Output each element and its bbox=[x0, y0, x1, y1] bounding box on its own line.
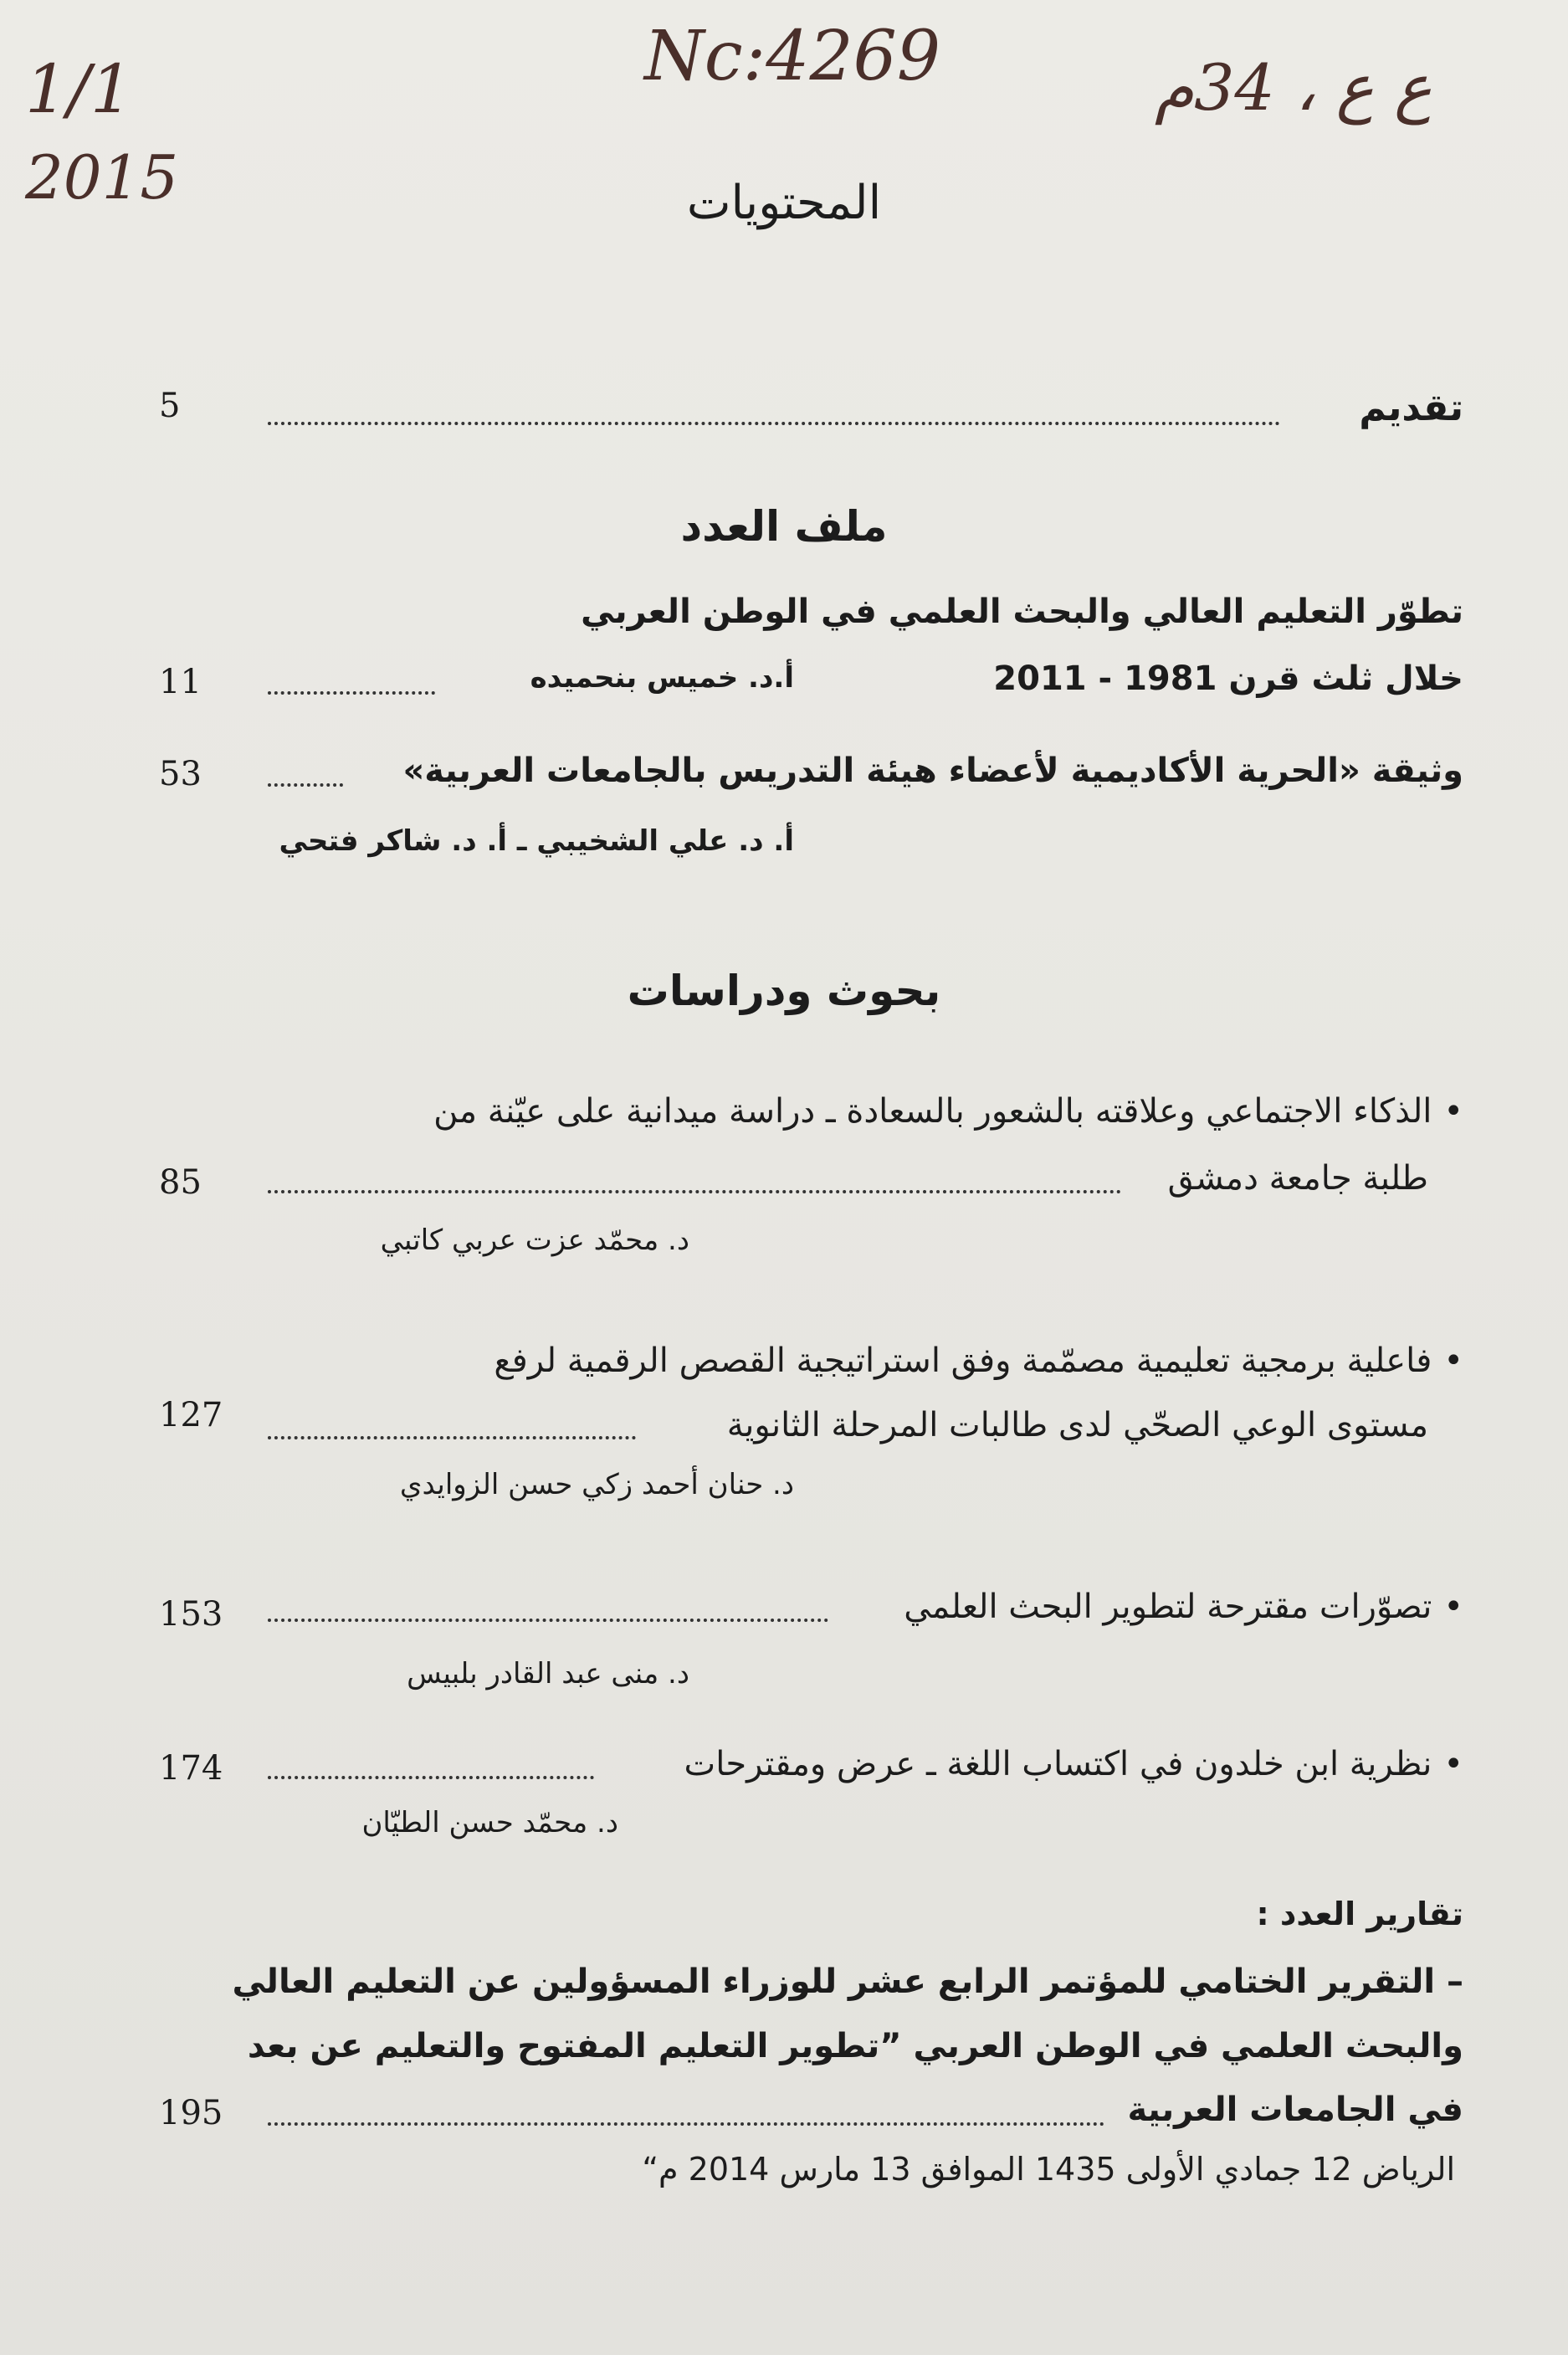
report-entry-line4: الرياض 12 جمادي الأولى 1435 الموافق 13 مارس 2014 م“ bbox=[642, 2151, 1455, 2188]
file-entry-2-title: وثيقة «الحرية الأكاديمية لأعضاء هيئة التدريس بالجامعات العربية» bbox=[402, 752, 1463, 790]
page-title: المحتويات bbox=[686, 176, 882, 230]
section-heading-research: بحوث ودراسات bbox=[627, 967, 941, 1015]
research-entry-3-dots bbox=[268, 1619, 828, 1622]
research-entry-2-author: د. حنان أحمد زكي حسن الزوايدي bbox=[399, 1468, 794, 1501]
research-entry-4-title: • نظرية ابن خلدون في اكتساب اللغة ـ عرض ومقترحات bbox=[684, 1745, 1463, 1783]
section-heading-file: ملف العدد bbox=[680, 502, 888, 551]
report-entry-dots bbox=[268, 2122, 1104, 2126]
handwritten-catalog-number: Nc:4269 bbox=[644, 17, 940, 96]
handwritten-shelf-mark: ع ع ، 34م bbox=[1155, 50, 1432, 125]
foreword-title: تقديم bbox=[1359, 387, 1463, 429]
file-entry-1-page: 11 bbox=[159, 663, 202, 701]
file-entry-2-page: 53 bbox=[159, 755, 202, 793]
research-entry-4-page: 174 bbox=[159, 1749, 223, 1788]
research-entry-3-author: د. منى عبد القادر بلبيس bbox=[407, 1657, 689, 1691]
file-entry-2-author: أ. د. علي الشخيبي ـ أ. د. شاكر فتحي bbox=[279, 824, 794, 858]
research-entry-1-page: 85 bbox=[159, 1163, 202, 1202]
file-entry-1-author: أ.د. خميس بنحميده bbox=[530, 661, 794, 695]
research-entry-1-author: د. محمّد عزت عربي كاتبي bbox=[380, 1224, 689, 1257]
research-entry-1-line2: طلبة جامعة دمشق bbox=[1167, 1159, 1428, 1198]
file-entry-1-title: تطوّر التعليم العالي والبحث العلمي في الوطن العربي bbox=[581, 593, 1463, 631]
research-entry-1-dots bbox=[268, 1190, 1121, 1193]
handwritten-note-year: 2015 bbox=[25, 142, 179, 213]
research-entry-1-line1: • الذكاء الاجتماعي وعلاقته بالشعور بالسعادة ـ دراسة ميدانية على عيّنة من bbox=[433, 1092, 1463, 1131]
handwritten-note-number: 1/1 bbox=[25, 50, 133, 128]
research-entry-2-line1: • فاعلية برمجية تعليمية مصمّمة وفق استراتيجية القصص الرقمية لرفع bbox=[494, 1342, 1463, 1380]
foreword-dots bbox=[268, 422, 1280, 425]
research-entry-3-title: • تصوّرات مقترحة لتطوير البحث العلمي bbox=[904, 1588, 1463, 1626]
research-entry-4-dots bbox=[268, 1776, 594, 1779]
research-entry-2-line2: مستوى الوعي الصحّي لدى طالبات المرحلة الثانوية bbox=[726, 1406, 1428, 1444]
file-entry-1-subtitle: خلال ثلث قرن 1981 - 2011 bbox=[993, 659, 1463, 698]
research-entry-3-page: 153 bbox=[159, 1595, 223, 1634]
research-entry-2-dots bbox=[268, 1436, 636, 1439]
research-entry-4-author: د. محمّد حسن الطيّان bbox=[361, 1806, 618, 1839]
file-entry-2-dots bbox=[268, 783, 343, 787]
file-entry-1-dots bbox=[268, 691, 435, 695]
research-entry-2-page: 127 bbox=[159, 1396, 223, 1434]
report-entry-line2: والبحث العلمي في الوطن العربي ”تطوير التعليم المفتوح والتعليم عن بعد bbox=[247, 2027, 1463, 2065]
section-heading-reports: تقارير العدد : bbox=[1256, 1896, 1463, 1932]
report-entry-line1: – التقرير الختامي للمؤتمر الرابع عشر للوزراء المسؤولين عن التعليم العالي bbox=[232, 1963, 1463, 2001]
report-entry-page: 195 bbox=[159, 2094, 223, 2132]
report-entry-line3: في الجامعات العربية bbox=[1127, 2091, 1463, 2129]
foreword-page-number: 5 bbox=[159, 387, 181, 425]
